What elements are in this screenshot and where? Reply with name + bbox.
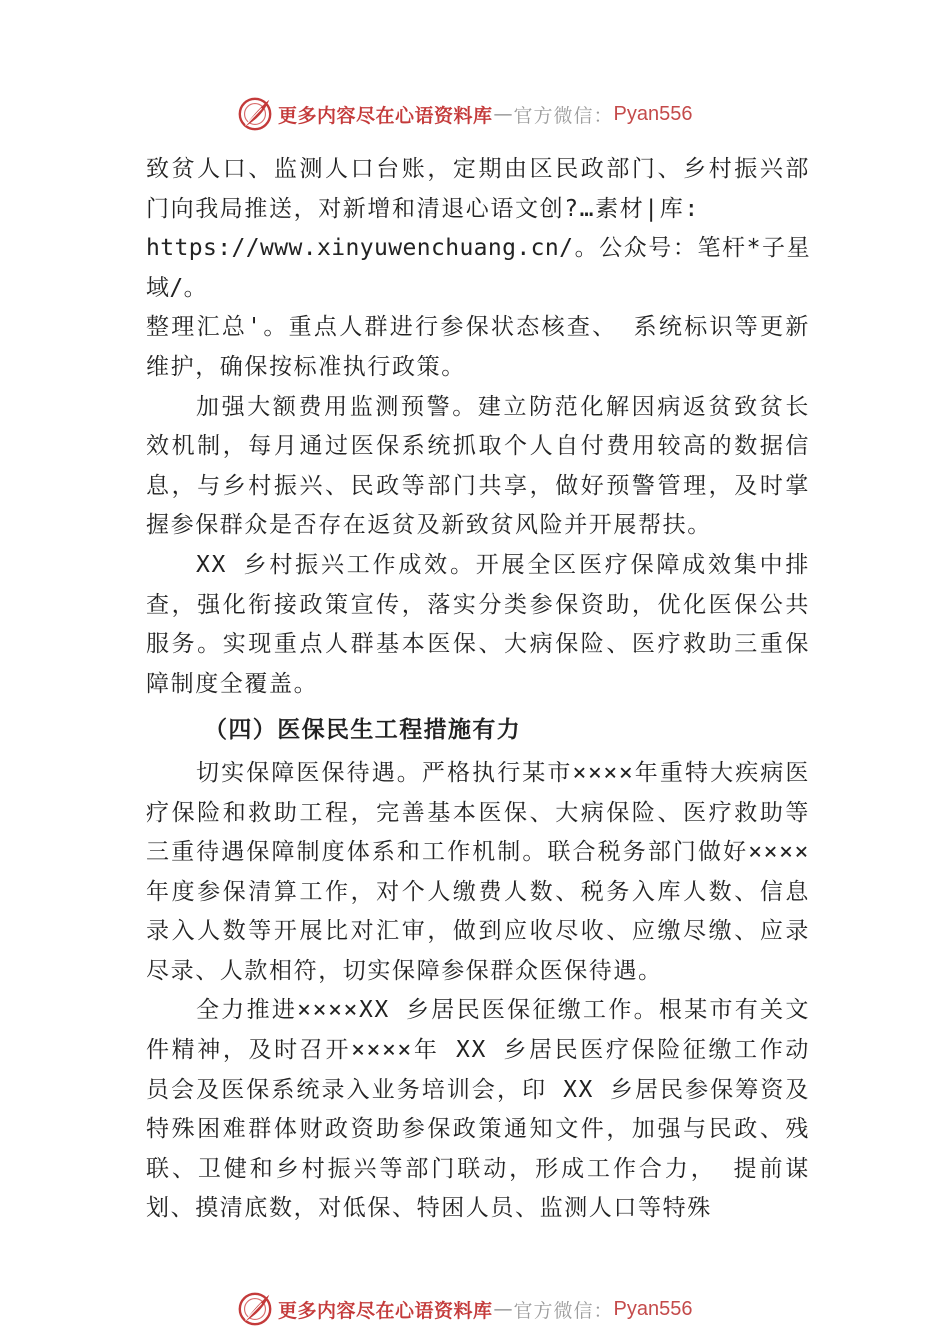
banner-dash: —	[493, 1298, 513, 1320]
paragraph-2: 加强大额费用监测预警。建立防范化解因病返贫致贫长效机制，每月通过医保系统抓取个人自付费用较高的数据信息，与乡村振兴、民政等部门共享，做好预警管理，及时掌握参保群众是否存在返贫及新致贫风险并开展帮扶。	[146, 393, 810, 539]
footer-banner	[236, 1289, 693, 1329]
paragraph-3: XX 乡村振兴工作成效。开展全区医疗保障成效集中排查，强化衔接政策宣传，落实分类参保资助，优化医保公共服务。实现重点人群基本医保、大病保险、医疗救助三重保障制度全覆盖。	[146, 551, 810, 697]
paragraph-4: 切实保障医保待遇。严格执行某市××××年重特大疾病医疗保险和救助工程，完善基本医保、大病保险、医疗救助等三重待遇保障制度体系和工作机制。联合税务部门做好××××年度参保清算工作，对个人缴费人数、税务入库人数、信息录入人数等开展比对汇审，做到应收尽收、应缴尽缴、应录尽录、人款相符，切实保障参保群众医保待遇。	[146, 759, 810, 984]
header-banner	[236, 94, 693, 134]
paragraph-1-line-2: https://www.xinyuwenchuang.cn/。公众号：笔杆*子星域/。	[146, 235, 810, 301]
banner-wechat-id: Pyan556	[613, 1297, 693, 1320]
paragraph-1-line-3: 整理汇总'。重点人群进行参保状态核查、 系统标识等更新维护，确保按标准执行政策。	[146, 314, 810, 380]
quill-pen-logo-icon	[236, 95, 274, 133]
paragraph-5: 全力推进××××XX 乡居民医保征缴工作。根某市有关文件精神，及时召开××××年 XX 乡居民医疗保险征缴工作动员会及医保系统录入业务培训会，印 XX 乡居民参保筹资及特殊困难群体财政资助参保政策通知文件，加强与民政、残联、卫健和乡村振兴等部门联动，形成工作合力， 提前谋划、摸清底数，对低保、特困人员、监测人口等特殊	[146, 997, 810, 1222]
section-heading: （四）医保民生工程措施有力	[204, 716, 522, 744]
banner-wechat-id: Pyan556	[613, 102, 693, 125]
banner-dash: —	[493, 103, 513, 125]
banner-wechat-label: 官方微信：	[513, 104, 614, 127]
banner-title: 更多内容尽在心语资料库	[278, 1299, 493, 1322]
quill-pen-logo-icon	[236, 1290, 274, 1328]
document-body	[146, 150, 810, 1229]
paragraph-1-line-1: 致贫人口、监测人口台账，定期由区民政部门、乡村振兴部门向我局推送，对新增和清退心语文创?…素材|库:	[146, 156, 810, 222]
banner-wechat-label: 官方微信：	[513, 1299, 614, 1322]
banner-title: 更多内容尽在心语资料库	[278, 104, 493, 127]
